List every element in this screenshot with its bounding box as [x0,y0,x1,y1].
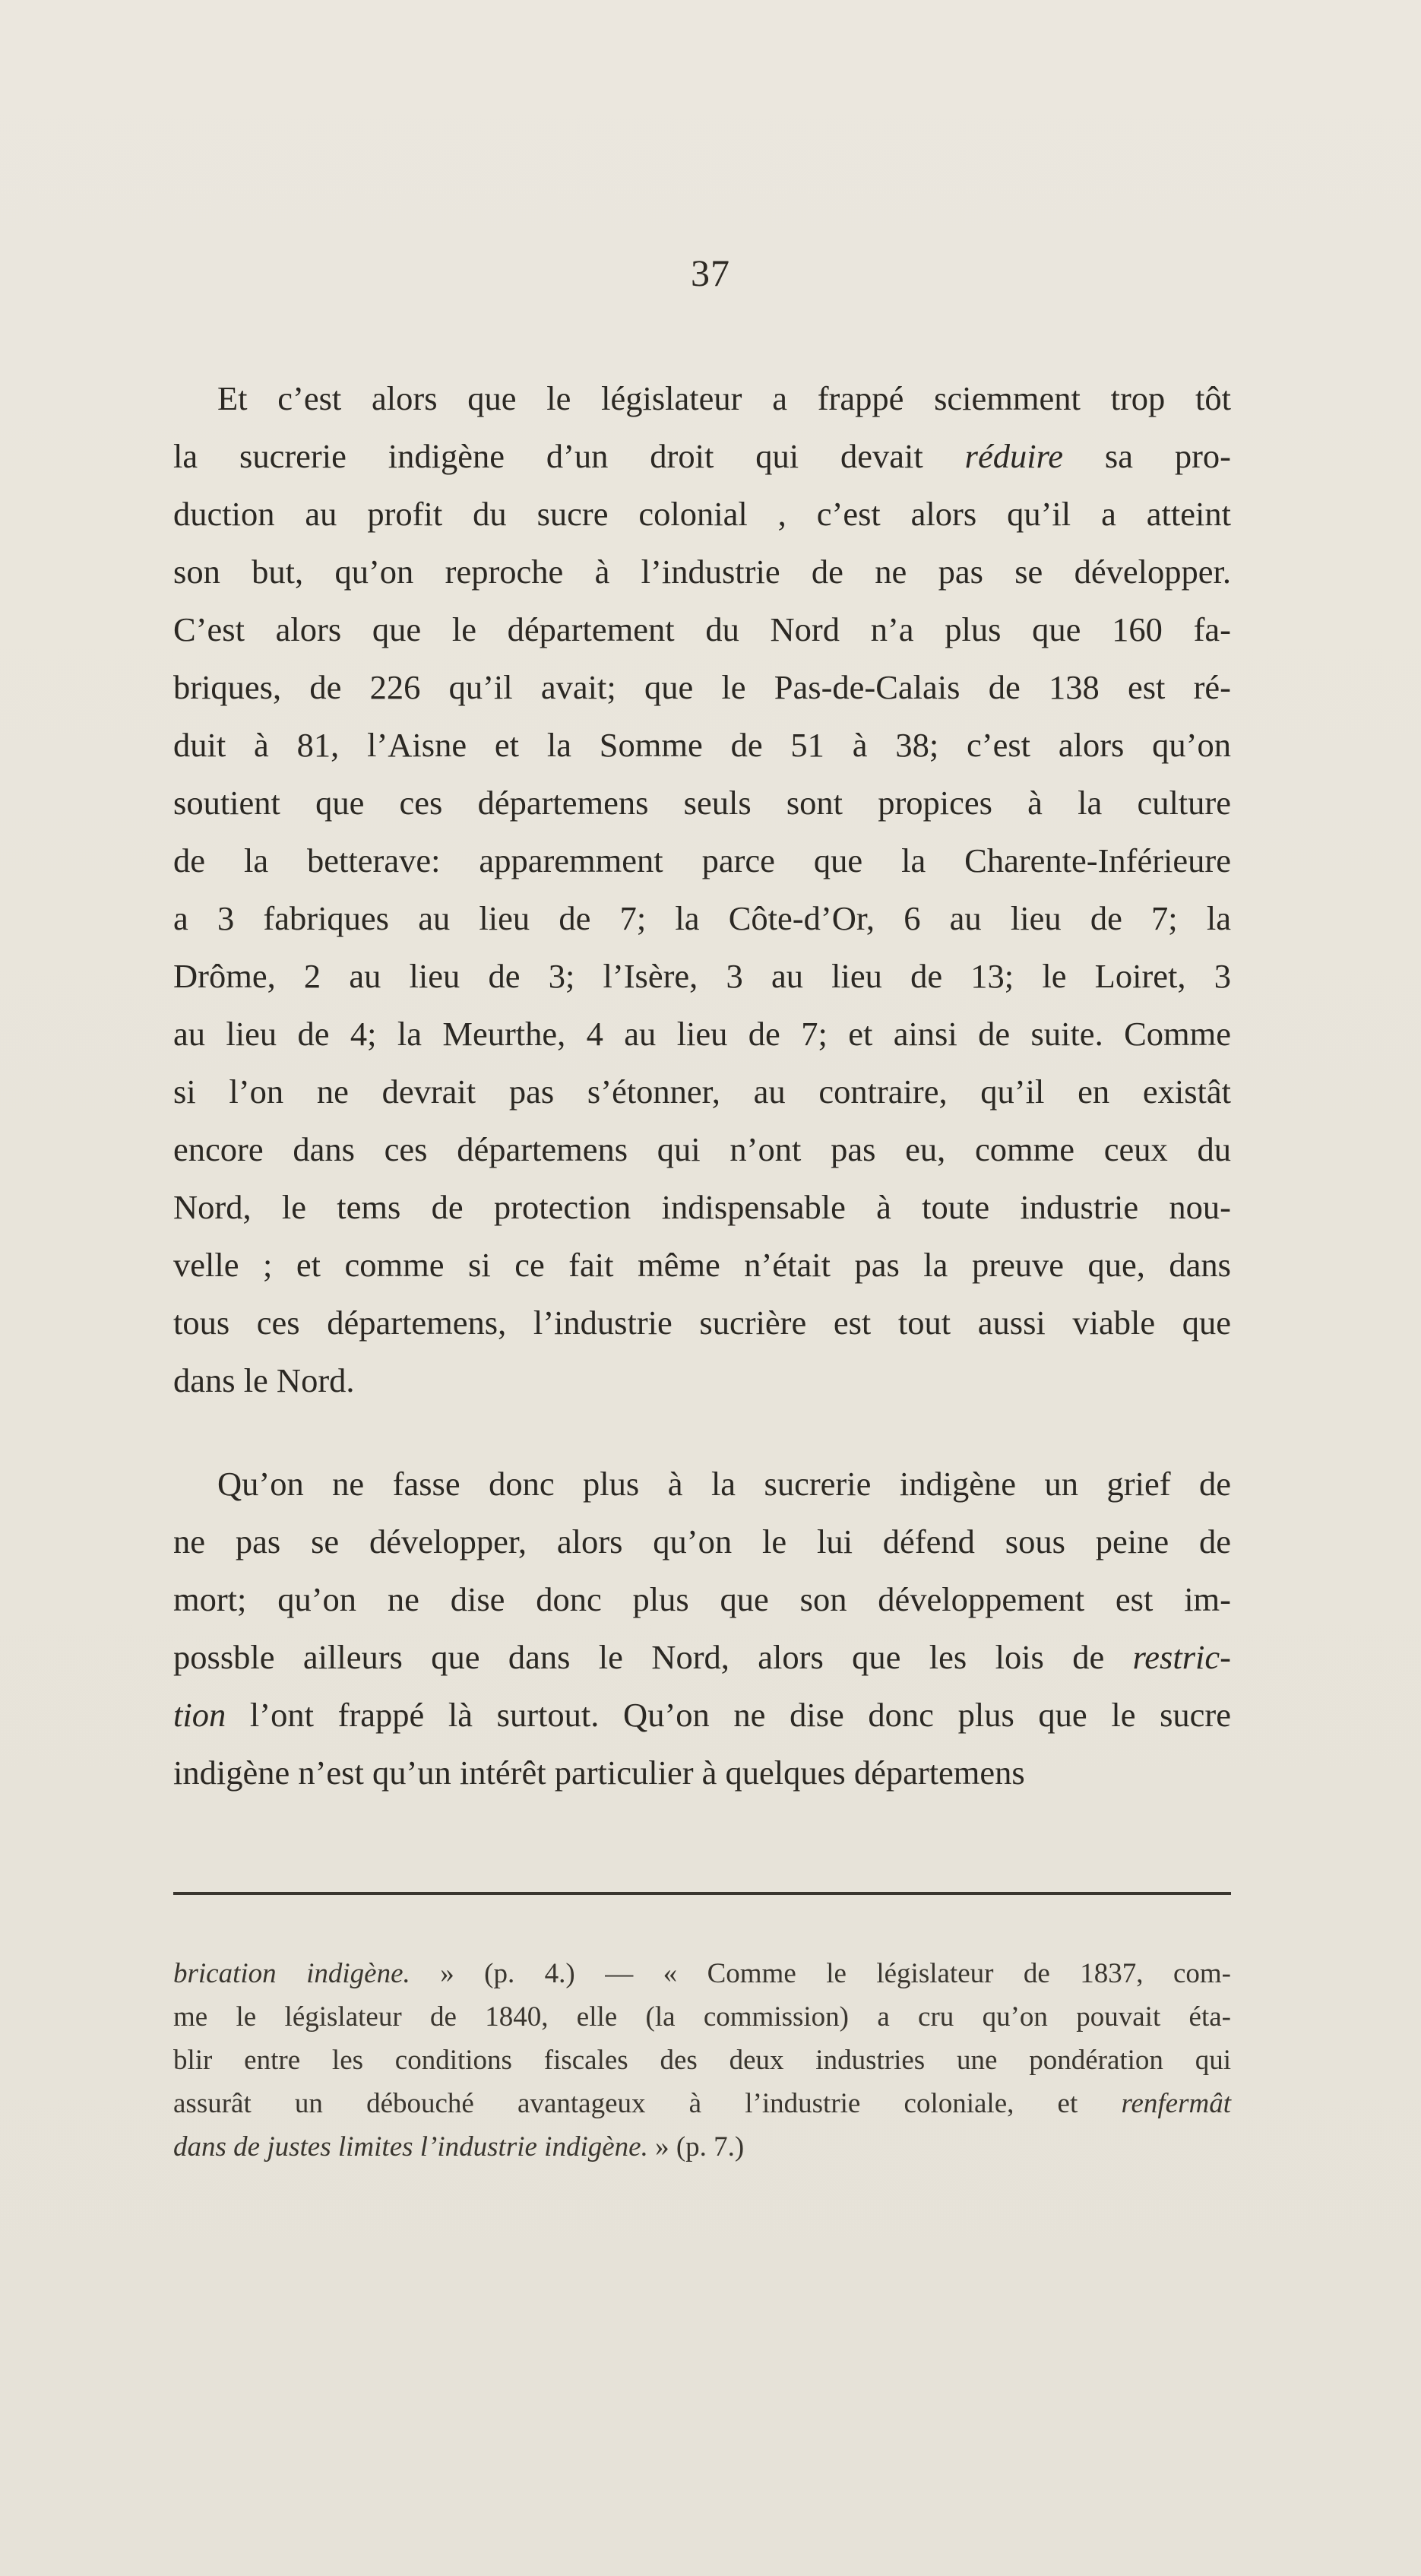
paragraph-line: velle ; et comme si ce fait même n’était pas la preuve que, dans [173,1246,1231,1284]
paragraph-line: son but, qu’on reproche à l’industrie de ne pas se développer. [173,553,1231,591]
italic-word: réduire [964,437,1063,475]
footnote-line: dans de justes limites l’industrie indigène. » (p. 7.) [173,2131,745,2163]
paragraph-line: Et c’est alors que le législateur a frappé sciemment trop tôt [217,379,1231,417]
paragraph-line: mort; qu’on ne dise donc plus que son développement est im- [173,1580,1231,1618]
paragraph-line: tion l’ont frappé là surtout. Qu’on ne dise donc plus que le sucre [173,1696,1231,1734]
paragraph-2 [173,1455,1231,1801]
paragraph-line: possble ailleurs que dans le Nord, alors que les lois de restric- [173,1638,1231,1676]
footnote-line: me le législateur de 1840, elle (la commission) a cru qu’on pouvait éta- [173,2001,1231,2033]
footnote-separator-rule [173,1892,1231,1895]
paragraph-line: Qu’on ne fasse donc plus à la sucrerie indigène un grief de [217,1465,1231,1503]
paragraph-line: briques, de 226 qu’il avait; que le Pas-de-Calais de 138 est ré- [173,668,1231,706]
paragraph-line: encore dans ces départemens qui n’ont pas eu, comme ceux du [173,1130,1231,1168]
footnote-line: brication indigène. » (p. 4.) — « Comme le législateur de 1837, com- [173,1958,1231,1989]
paragraph-line: Drôme, 2 au lieu de 3; l’Isère, 3 au lieu de 13; le Loiret, 3 [173,957,1231,995]
footnote-line: blir entre les conditions fiscales des deux industries une pondération qui [173,2045,1231,2076]
italic-word: tion [173,1696,226,1734]
italic-word: restric- [1132,1638,1231,1676]
paragraph-1 [173,369,1231,1409]
paragraph-line: au lieu de 4; la Meurthe, 4 au lieu de 7; et ainsi de suite. Comme [173,1015,1231,1053]
paragraph-line: duit à 81, l’Aisne et la Somme de 51 à 38; c’est alors qu’on [173,726,1231,764]
paragraph-line: Nord, le tems de protection indispensable à toute industrie nou- [173,1188,1231,1226]
paragraph-line: indigène n’est qu’un intérêt particulier à quelques départemens [173,1754,1025,1792]
paragraph-line: C’est alors que le département du Nord n’a plus que 160 fa- [173,610,1231,648]
paragraph-line: soutient que ces départemens seuls sont propices à la culture [173,784,1231,822]
paragraph-line: si l’on ne devrait pas s’étonner, au contraire, qu’il en existât [173,1073,1231,1111]
paragraph-line: la sucrerie indigène d’un droit qui devait réduire sa pro- [173,437,1231,475]
paragraph-line: a 3 fabriques au lieu de 7; la Côte-d’Or, 6 au lieu de 7; la [173,899,1231,937]
paragraph-line: de la betterave: apparemment parce que la Charente-Inférieure [173,841,1231,879]
footnote-line: assurât un débouché avantageux à l’industrie coloniale, et renfermât [173,2088,1231,2119]
paragraph-line: dans le Nord. [173,1361,355,1399]
footnote [173,1952,1231,2169]
paragraph-line: tous ces départemens, l’industrie sucrière est tout aussi viable que [173,1304,1231,1342]
page-number: 37 [691,252,730,294]
paragraph-line: ne pas se développer, alors qu’on le lui défend sous peine de [173,1522,1231,1560]
paragraph-line: duction au profit du sucre colonial , c’est alors qu’il a atteint [173,495,1231,533]
